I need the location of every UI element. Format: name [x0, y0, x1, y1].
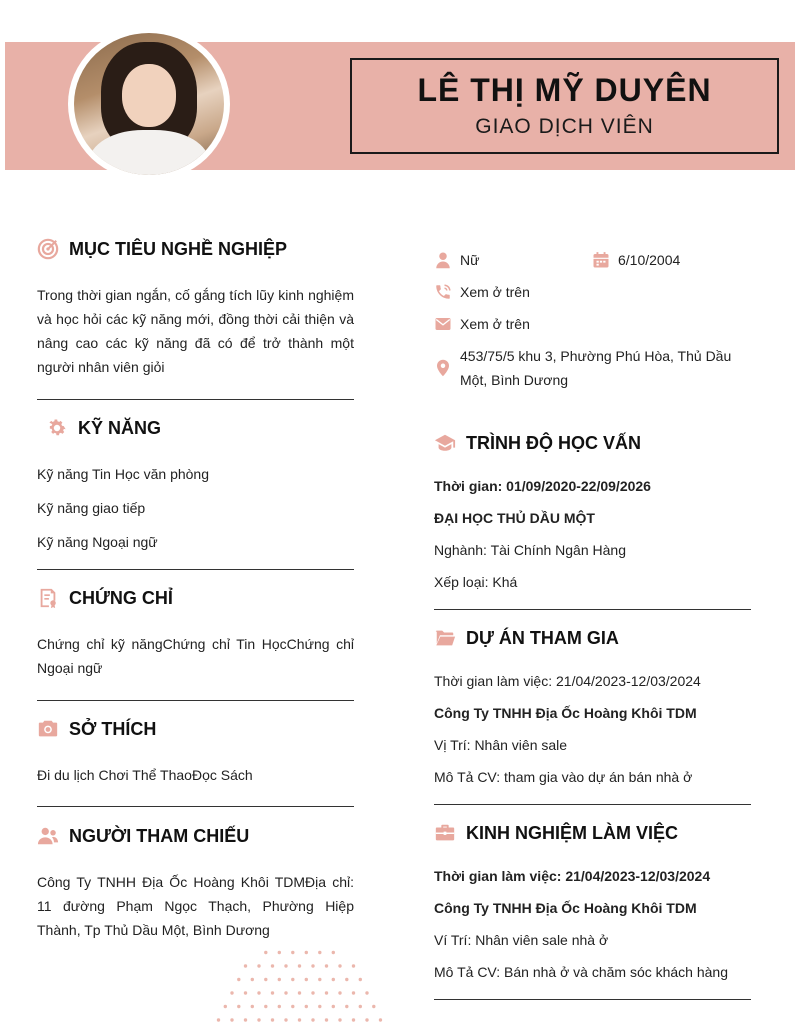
email-row — [434, 312, 530, 336]
decorative-dot — [325, 991, 328, 994]
phone-value: Xem ở trên — [460, 284, 530, 300]
decorative-dot — [224, 1005, 227, 1008]
decorative-dot — [338, 991, 341, 994]
decorative-dot — [284, 991, 287, 994]
decorative-dot — [359, 978, 362, 981]
decorative-dot — [244, 964, 247, 967]
decorative-dot — [244, 1018, 247, 1021]
experience-description: Mô Tả CV: Bán nhà ở và chăm sóc khách hàng — [434, 964, 729, 980]
education-major: Nghành: Tài Chính Ngân Hàng — [434, 542, 626, 558]
experience-position: Ví Trí: Nhân viên sale nhà ở — [434, 932, 609, 948]
skill-item: Kỹ năng giao tiếp — [37, 500, 146, 516]
education-title: TRÌNH ĐỘ HỌC VẤN — [434, 432, 641, 454]
envelope-icon — [434, 315, 452, 333]
objective-text: Trong thời gian ngắn, cố gắng tích lũy kinh nghiệm và học hỏi các kỹ năng mới, đồng thời cải thiện và nâng cao các kỹ năng đã có để trở thành một người nhân viên giỏi — [37, 287, 354, 375]
education-time: Thời gian: 01/09/2020-22/09/2026 — [434, 478, 651, 494]
decorative-dot — [345, 1005, 348, 1008]
certificates-title: CHỨNG CHỈ — [37, 587, 173, 609]
projects-title: DỰ ÁN THAM GIA — [434, 627, 619, 649]
decorative-dot — [291, 951, 294, 954]
name-box — [350, 58, 779, 154]
references-text: Công Ty TNHH Địa Ốc Hoàng Khôi TDMĐịa chỉ: 11 đường Phạm Ngọc Thạch, Phường Hiệp Thành, Tp Thủ Dầu Một, Bình Dương — [37, 874, 354, 938]
decorative-dot — [298, 964, 301, 967]
decorative-dot — [332, 951, 335, 954]
divider — [37, 569, 354, 570]
hobbies-text: Đi du lịch Chơi Thể ThaoĐọc Sách — [37, 767, 253, 783]
decorative-dot — [318, 951, 321, 954]
location-pin-icon — [434, 359, 452, 377]
decorative-dot — [284, 964, 287, 967]
decorative-dot — [379, 1018, 382, 1021]
briefcase-icon — [434, 822, 456, 844]
decorative-dot — [271, 991, 274, 994]
decorative-dot — [237, 1005, 240, 1008]
decorative-dot — [278, 978, 281, 981]
gender-value: Nữ — [460, 252, 480, 268]
project-company: Công Ty TNHH Địa Ốc Hoàng Khôi TDM — [434, 705, 697, 721]
certificate-icon — [37, 587, 59, 609]
camera-icon — [37, 718, 59, 740]
divider — [434, 999, 751, 1000]
decorative-dot — [305, 978, 308, 981]
references-title: NGƯỜI THAM CHIẾU — [37, 825, 249, 847]
decorative-dot — [318, 978, 321, 981]
project-time: Thời gian làm việc: 21/04/2023-12/03/2024 — [434, 673, 701, 689]
divider — [434, 609, 751, 610]
phone-row — [434, 280, 530, 304]
decorative-dot — [325, 964, 328, 967]
experience-title: KINH NGHIỆM LÀM VIỆC — [434, 822, 678, 844]
decorative-dot — [332, 978, 335, 981]
decorative-dot — [230, 1018, 233, 1021]
decorative-dot — [318, 1005, 321, 1008]
birthday-row — [592, 248, 680, 272]
decorative-dot — [298, 991, 301, 994]
skill-item: Kỹ năng Tin Học văn phòng — [37, 466, 210, 482]
decorative-dot — [338, 964, 341, 967]
decorative-dot — [311, 964, 314, 967]
decorative-dot — [365, 1018, 368, 1021]
decorative-dot — [257, 1018, 260, 1021]
education-grade: Xếp loại: Khá — [434, 574, 518, 590]
gear-icon — [46, 417, 68, 439]
gender-row — [434, 248, 479, 272]
decorative-dot — [244, 991, 247, 994]
divider — [37, 806, 354, 807]
decorative-dot — [352, 991, 355, 994]
decorative-dots — [205, 940, 395, 1024]
skill-item: Kỹ năng Ngoại ngữ — [37, 534, 158, 550]
hobbies-title: SỞ THÍCH — [37, 718, 156, 740]
calendar-icon — [592, 251, 610, 269]
decorative-dot — [305, 1005, 308, 1008]
decorative-dot — [345, 978, 348, 981]
birthday-value: 6/10/2004 — [618, 252, 681, 268]
decorative-dot — [338, 1018, 341, 1021]
folder-icon — [434, 627, 456, 649]
avatar — [68, 27, 230, 181]
decorative-dot — [365, 991, 368, 994]
certificates-text: Chứng chỉ kỹ năngChứng chỉ Tin HọcChứng chỉ Ngoại ngữ — [37, 636, 354, 676]
decorative-dot — [217, 1018, 220, 1021]
email-value: Xem ở trên — [460, 316, 530, 332]
divider — [37, 399, 354, 400]
full-name: LÊ THỊ MỸ DUYÊN — [417, 72, 712, 108]
job-title: GIAO DỊCH VIÊN — [475, 115, 654, 138]
profile-photo — [74, 33, 224, 175]
decorative-dot — [264, 978, 267, 981]
decorative-dot — [264, 1005, 267, 1008]
decorative-dot — [359, 1005, 362, 1008]
users-icon — [37, 825, 59, 847]
divider — [434, 804, 751, 805]
experience-time: Thời gian làm việc: 21/04/2023-12/03/2024 — [434, 868, 711, 884]
objective-title: MỤC TIÊU NGHỀ NGHIỆP — [37, 238, 287, 260]
project-position: Vị Trí: Nhân viên sale — [434, 737, 568, 753]
address-row — [434, 344, 734, 392]
decorative-dot — [237, 978, 240, 981]
decorative-dot — [352, 964, 355, 967]
decorative-dot — [305, 951, 308, 954]
skills-title: KỸ NĂNG — [46, 417, 161, 439]
decorative-dot — [271, 964, 274, 967]
graduation-cap-icon — [434, 432, 456, 454]
decorative-dot — [284, 1018, 287, 1021]
target-icon — [37, 238, 59, 260]
decorative-dot — [325, 1018, 328, 1021]
divider — [37, 700, 354, 701]
decorative-dot — [332, 1005, 335, 1008]
decorative-dot — [311, 991, 314, 994]
education-school: ĐẠI HỌC THỦ DẦU MỘT — [434, 510, 595, 526]
decorative-dot — [278, 951, 281, 954]
decorative-dot — [257, 964, 260, 967]
decorative-dot — [264, 951, 267, 954]
decorative-dot — [257, 991, 260, 994]
decorative-dot — [352, 1018, 355, 1021]
decorative-dot — [291, 1005, 294, 1008]
experience-company: Công Ty TNHH Địa Ốc Hoàng Khôi TDM — [434, 900, 697, 916]
decorative-dot — [311, 1018, 314, 1021]
person-icon — [434, 251, 452, 269]
decorative-dot — [291, 978, 294, 981]
phone-icon — [434, 283, 452, 301]
decorative-dot — [230, 991, 233, 994]
project-description: Mô Tả CV: tham gia vào dự án bán nhà ở — [434, 769, 693, 785]
decorative-dot — [278, 1005, 281, 1008]
decorative-dot — [271, 1018, 274, 1021]
decorative-dot — [298, 1018, 301, 1021]
decorative-dot — [251, 978, 254, 981]
address-value: 453/75/5 khu 3, Phường Phú Hòa, Thủ Dầu Một, Bình Dương — [460, 348, 732, 388]
decorative-dot — [372, 1005, 375, 1008]
decorative-dot — [251, 1005, 254, 1008]
